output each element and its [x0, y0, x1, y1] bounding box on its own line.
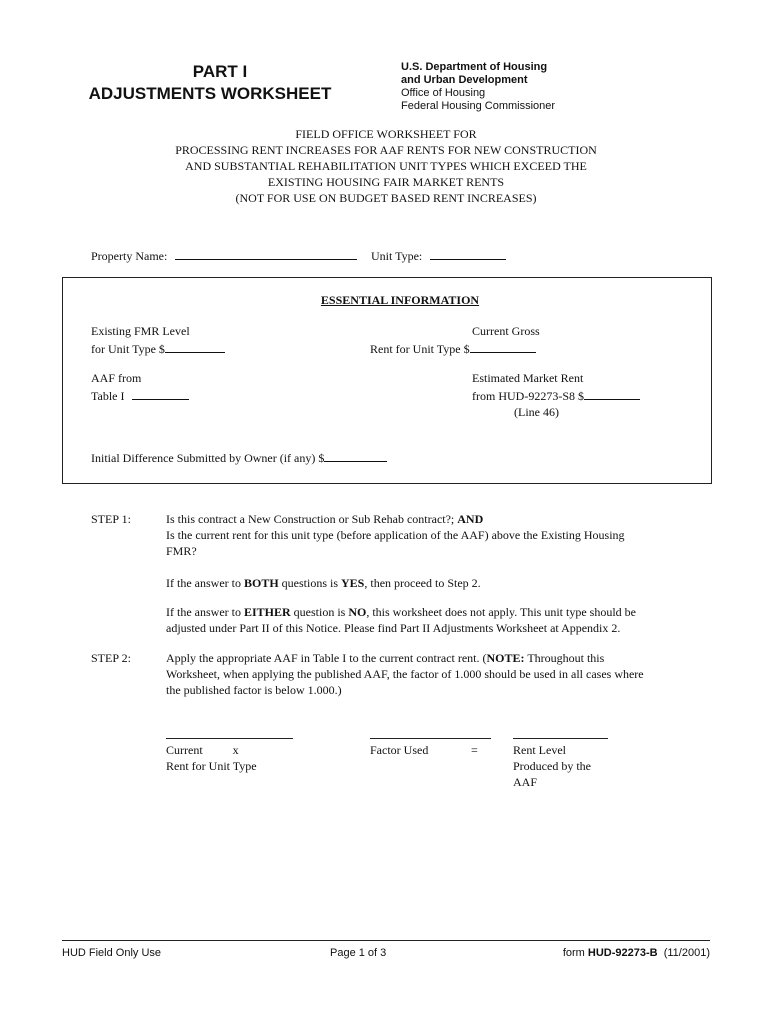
part-number: PART I	[192, 62, 248, 81]
either-pre: If the answer to	[166, 605, 241, 619]
step-1-either-no	[166, 604, 686, 620]
agency-block	[401, 61, 641, 113]
intro-line-4: EXISTING HOUSING FAIR MARKET RENTS	[267, 175, 505, 189]
market-rent-source-label: from HUD-92273-S8 $	[472, 389, 584, 403]
step-2-line-3: the published factor is below 1.000.)	[166, 683, 342, 697]
both-mid: questions is	[281, 576, 339, 590]
step-1-question-2b: FMR?	[166, 544, 197, 558]
step-1-both-yes	[166, 575, 686, 591]
worksheet-title: ADJUSTMENTS WORKSHEET	[88, 84, 332, 103]
current-gross-rent-label: Rent for Unit Type $	[370, 342, 470, 356]
rent-level-line-1: Rent Level	[513, 743, 566, 757]
current-gross-rent-field[interactable]	[470, 339, 536, 353]
unit-type-field[interactable]	[430, 246, 506, 260]
unit-type-label: Unit Type:	[371, 249, 423, 263]
factor-used-label: Factor Used	[370, 743, 429, 757]
both-pre: If the answer to	[166, 576, 241, 590]
intro-line-1: FIELD OFFICE WORKSHEET FOR	[295, 127, 477, 141]
market-rent-field[interactable]	[584, 386, 640, 400]
current-gross-label: Current Gross	[472, 324, 540, 338]
essential-information-title: ESSENTIAL INFORMATION	[320, 293, 480, 307]
fmr-level-block	[91, 323, 225, 357]
unit-type-row	[371, 246, 506, 264]
either-mid: question is	[293, 605, 346, 619]
agency-line-2: and Urban Development	[401, 74, 528, 86]
footer-divider	[62, 940, 710, 941]
rent-level-line-3: AAF	[513, 775, 538, 789]
aaf-table-label: Table I	[91, 389, 125, 403]
initial-difference-field[interactable]	[324, 448, 387, 462]
yes-bold: YES	[341, 576, 365, 590]
both-post: , then proceed to Step 2.	[364, 576, 481, 590]
step-2-content	[166, 650, 686, 698]
step-1-question-1	[166, 511, 686, 527]
aaf-block	[91, 370, 189, 404]
agency-line-3: Office of Housing	[401, 87, 486, 99]
both-bold: BOTH	[243, 576, 279, 590]
rent-level-field[interactable]	[513, 738, 608, 739]
step-1-label: STEP 1:	[91, 512, 131, 526]
property-name-field[interactable]	[175, 246, 357, 260]
current-gross-rent-row	[370, 339, 550, 357]
fmr-unit-type-label: for Unit Type $	[91, 342, 165, 356]
current-rent-label	[166, 742, 306, 774]
fmr-unit-type-row	[91, 339, 225, 357]
multiply-sign: x	[232, 743, 239, 757]
step-2-label: STEP 2:	[91, 651, 131, 665]
initial-difference-label: Initial Difference Submitted by Owner (if any) $	[91, 451, 325, 465]
rent-level-line-2: Produced by the	[513, 759, 591, 773]
step-1-question-2a: Is the current rent for this unit type (before application of the AAF) above the Existing Housing	[166, 528, 625, 542]
agency-line-4: Federal Housing Commissioner	[401, 100, 556, 112]
either-post: , this worksheet does not apply. This unit type should be	[366, 605, 636, 619]
aaf-label: AAF from	[91, 371, 142, 385]
form-number	[530, 947, 710, 960]
either-bold: EITHER	[243, 605, 291, 619]
market-rent-line-ref: (Line 46)	[514, 405, 559, 419]
intro-line-3: AND SUBSTANTIAL REHABILITATION UNIT TYPES WHICH EXCEED THE	[185, 159, 587, 173]
step-2-note: NOTE:	[486, 651, 525, 665]
intro-line-2: PROCESSING RENT INCREASES FOR AAF RENTS FOR NEW CONSTRUCTION	[175, 143, 597, 157]
fmr-level-label: Existing FMR Level	[91, 324, 190, 338]
step-1-and: AND	[457, 512, 484, 526]
fmr-level-field[interactable]	[165, 339, 225, 353]
current-label: Current	[166, 743, 203, 757]
current-label-line	[166, 742, 306, 758]
step-1-q1-text: Is this contract a New Construction or Sub Rehab contract?;	[166, 512, 455, 526]
footer-left: HUD Field Only Use	[62, 947, 162, 959]
step-2-line-2: Worksheet, when applying the published AAF, the factor of 1.000 should be used in all cases where	[166, 667, 644, 681]
equals-sign: =	[471, 743, 478, 757]
intro-line-5: (NOT FOR USE ON BUDGET BASED RENT INCREASES)	[235, 191, 537, 205]
step-2-line-1	[166, 650, 686, 666]
worksheet-description	[62, 126, 710, 206]
market-rent-row	[472, 386, 672, 404]
current-rent-field[interactable]	[166, 738, 293, 739]
factor-used-field[interactable]	[370, 738, 491, 739]
aaf-field[interactable]	[132, 386, 189, 400]
market-rent-block	[472, 370, 672, 420]
agency-line-1: U.S. Department of Housing	[401, 61, 548, 73]
current-gross-block	[370, 323, 550, 357]
step-2-l1-pre: Apply the appropriate AAF in Table I to the current contract rent. (	[166, 651, 487, 665]
rent-level-label	[513, 742, 591, 790]
rent-for-unit-type-label: Rent for Unit Type	[166, 759, 257, 773]
form-prefix: form	[562, 947, 588, 959]
initial-difference-row	[91, 448, 387, 466]
aaf-table-row	[91, 386, 189, 404]
market-rent-label: Estimated Market Rent	[472, 371, 584, 385]
step-2-l1-post: Throughout this	[524, 651, 605, 665]
form-id: HUD-92273-B	[587, 947, 658, 959]
property-name-label: Property Name:	[91, 249, 168, 263]
form-date: (11/2001)	[657, 947, 710, 959]
property-name-row	[91, 246, 357, 264]
no-bold: NO	[348, 605, 367, 619]
step-1-content	[166, 511, 686, 636]
step-1-either-no-line-2: adjusted under Part II of this Notice. Please find Part II Adjustments Worksheet at Appendix 2.	[166, 621, 621, 635]
page-number: Page 1 of 3	[330, 947, 387, 959]
